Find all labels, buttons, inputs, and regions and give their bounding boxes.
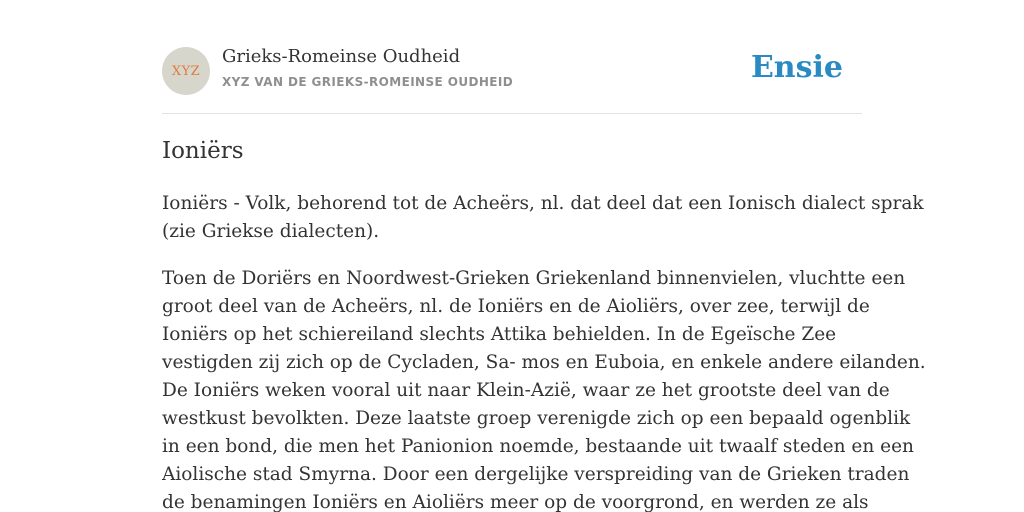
source-title[interactable]: Grieks-Romeinse Oudheid — [222, 46, 461, 67]
paragraph-line: westkust bevolkten. Deze laatste groep verenigde zich op een bepaald ogenblik — [162, 408, 911, 429]
paragraph-line: De Ioniërs weken vooral uit naar Klein-Azië, waar ze het grootste deel van de — [162, 380, 890, 401]
paragraph-line: in een bond, die men het Panionion noemde, bestaande uit twaalf steden en een — [162, 436, 914, 457]
ensie-logo-link[interactable]: Ensie — [750, 50, 843, 85]
paragraph-line: groot deel van de Acheërs, nl. de Ioniërs en de Aioliërs, over zee, terwijl de — [162, 296, 870, 317]
article-paragraph — [162, 190, 924, 246]
article-body — [162, 190, 926, 512]
source-header — [162, 46, 862, 96]
article-title: Ioniërs — [162, 138, 244, 164]
paragraph-line: de benamingen Ioniërs en Aioliërs meer op de voorgrond, en werden ze als — [162, 492, 869, 512]
paragraph-line: Toen de Doriërs en Noordwest-Grieken Griekenland binnenvielen, vluchtte een — [162, 268, 906, 289]
paragraph-line: vestigden zij zich op de Cycladen, Sa- mos en Euboia, en enkele andere eilanden. — [162, 352, 926, 373]
paragraph-line: Ioniërs - Volk, behorend tot de Acheërs, nl. dat deel dat een Ionisch dialect sprak — [162, 193, 924, 214]
source-subtitle: XYZ VAN DE GRIEKS-ROMEINSE OUDHEID — [222, 75, 514, 89]
paragraph-line: Ioniërs op het schiereiland slechts Attika behielden. In de Egeïsche Zee — [162, 324, 837, 345]
header-divider — [162, 113, 862, 114]
source-avatar[interactable]: XYZ — [162, 47, 210, 95]
paragraph-line: Aiolische stad Smyrna. Door een dergelijke verspreiding van de Grieken traden — [162, 464, 910, 485]
paragraph-line: (zie Griekse dialecten). — [162, 221, 380, 242]
article-paragraph — [162, 265, 926, 512]
